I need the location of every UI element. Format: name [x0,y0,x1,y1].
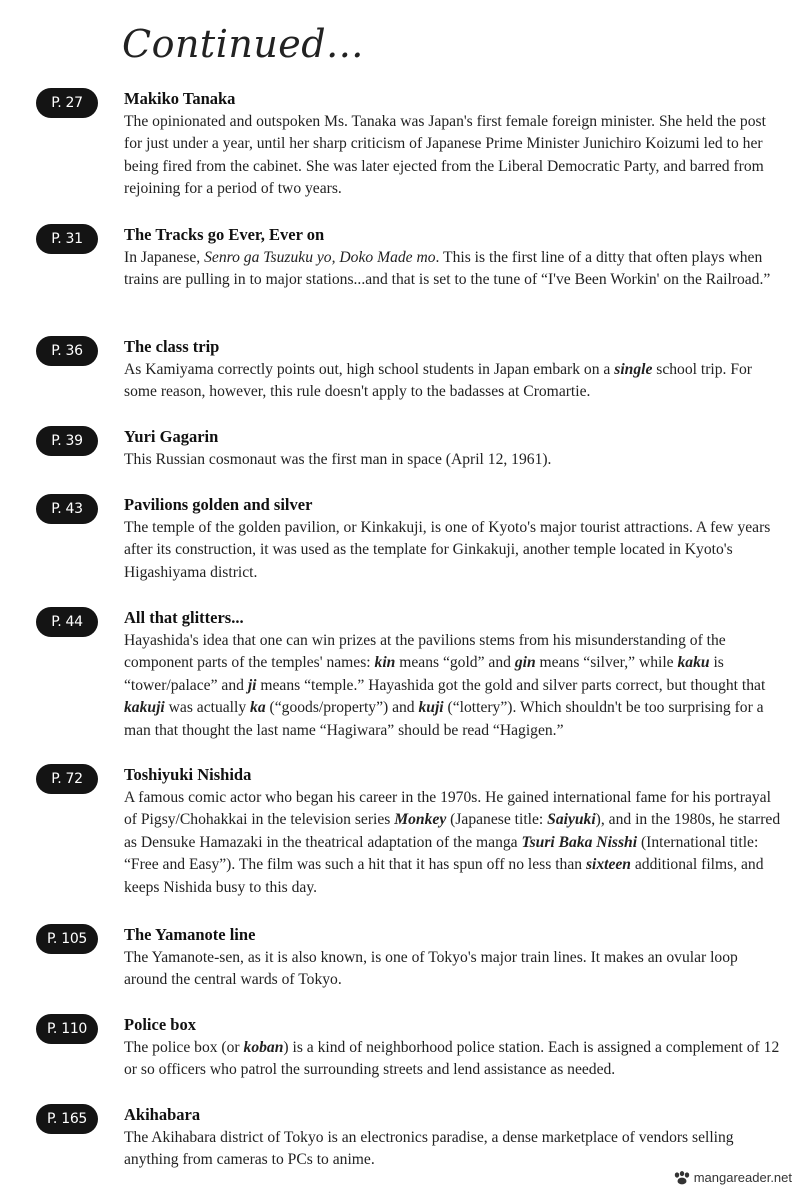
note-body: The opinionated and outspoken Ms. Tanaka was Japan's first female foreign minister. She held the post for just under a year, until her sharp criticism of Japanese Prime Minister Junichiro Koizumi led to her being fired from the cabinet. She was later ejected from the Liberal Democratic Party, and barred from rejoining for a period of two years. [124,112,766,197]
page-number-badge: P. 31 [36,224,98,254]
page-number-badge: P. 27 [36,88,98,118]
note-title: Toshiyuki Nishida [124,765,252,784]
page-number-badge: P. 44 [36,607,98,637]
page-number-badge: P. 43 [36,494,98,524]
note-body: As Kamiyama correctly points out, high school students in Japan embark on a single school trip. For some reason, however, this rule doesn't apply to the badasses at Cromartie. [124,360,752,400]
paw-logo-icon [673,1171,691,1185]
note-title: The class trip [124,337,220,356]
note-title: Police box [124,1015,196,1034]
note-body: The temple of the golden pavilion, or Kinkakuji, is one of Kyoto's major tourist attractions. A few years after its construction, it was used as the template for Ginkakuji, another temple located in Kyoto's Higashiyama district. [124,518,771,581]
note-title: Yuri Gagarin [124,427,219,446]
page-number-badge: P. 72 [36,764,98,794]
note-body: The Akihabara district of Tokyo is an electronics paradise, a dense marketplace of vendors selling anything from cameras to PCs to anime. [124,1128,734,1168]
page-number-badge: P. 105 [36,924,98,954]
note-body: A famous comic actor who began his career in the 1970s. He gained international fame for his portrayal of Pigsy/Chohakkai in the television series Monkey (Japanese title: Saiyuki), and in the 1980s, he starred as Densuke Hamazaki in the theatrical adaptation of the manga Tsuri Baka Nisshi (International title: “Free and Easy”). The film was such a hit that it has spun off no less than sixteen additional films, and keeps Nishida busy to this day. [124,788,781,896]
page-heading: Continued... [122,22,364,66]
note-body: The police box (or koban) is a kind of neighborhood police station. Each is assigned a complement of 12 or so officers who patrol the surrounding streets and lend assistance as needed. [124,1038,780,1078]
note-title: Makiko Tanaka [124,89,236,108]
page-number-badge: P. 39 [36,426,98,456]
note-body: This Russian cosmonaut was the first man in space (April 12, 1961). [124,450,552,468]
note-body: Hayashida's idea that one can win prizes at the pavilions stems from his misunderstanding of the component parts of the temples' names: kin means “gold” and gin means “silver,” while kaku is “tower/palace” and ji means “temple.” Hayashida got the gold and silver parts correct, but thought that kakuji was actually ka (“goods/property”) and kuji (“lottery”). Which shouldn't be too surprising for a man that thought the last name “Hagiwara” should be read “Hagigen.” [124,631,766,739]
watermark-text: mangareader.net [693,1170,792,1185]
note-body: In Japanese, Senro ga Tsuzuku yo, Doko Made mo. This is the first line of a ditty that often plays when trains are pulling in to major stations...and that is set to the tune of “I've Been Workin' on the Railroad.” [124,248,771,288]
note-title: All that glitters... [124,608,244,627]
page-number-badge: P. 36 [36,336,98,366]
note-body: The Yamanote-sen, as it is also known, is one of Tokyo's major train lines. It makes an ovular loop around the central wards of Tokyo. [124,948,738,988]
page-number-badge: P. 110 [36,1014,98,1044]
note-title: The Yamanote line [124,925,256,944]
note-title: The Tracks go Ever, Ever on [124,225,325,244]
site-watermark [673,1170,792,1185]
page-number-badge: P. 165 [36,1104,98,1134]
note-title: Akihabara [124,1105,201,1124]
note-title: Pavilions golden and silver [124,495,313,514]
